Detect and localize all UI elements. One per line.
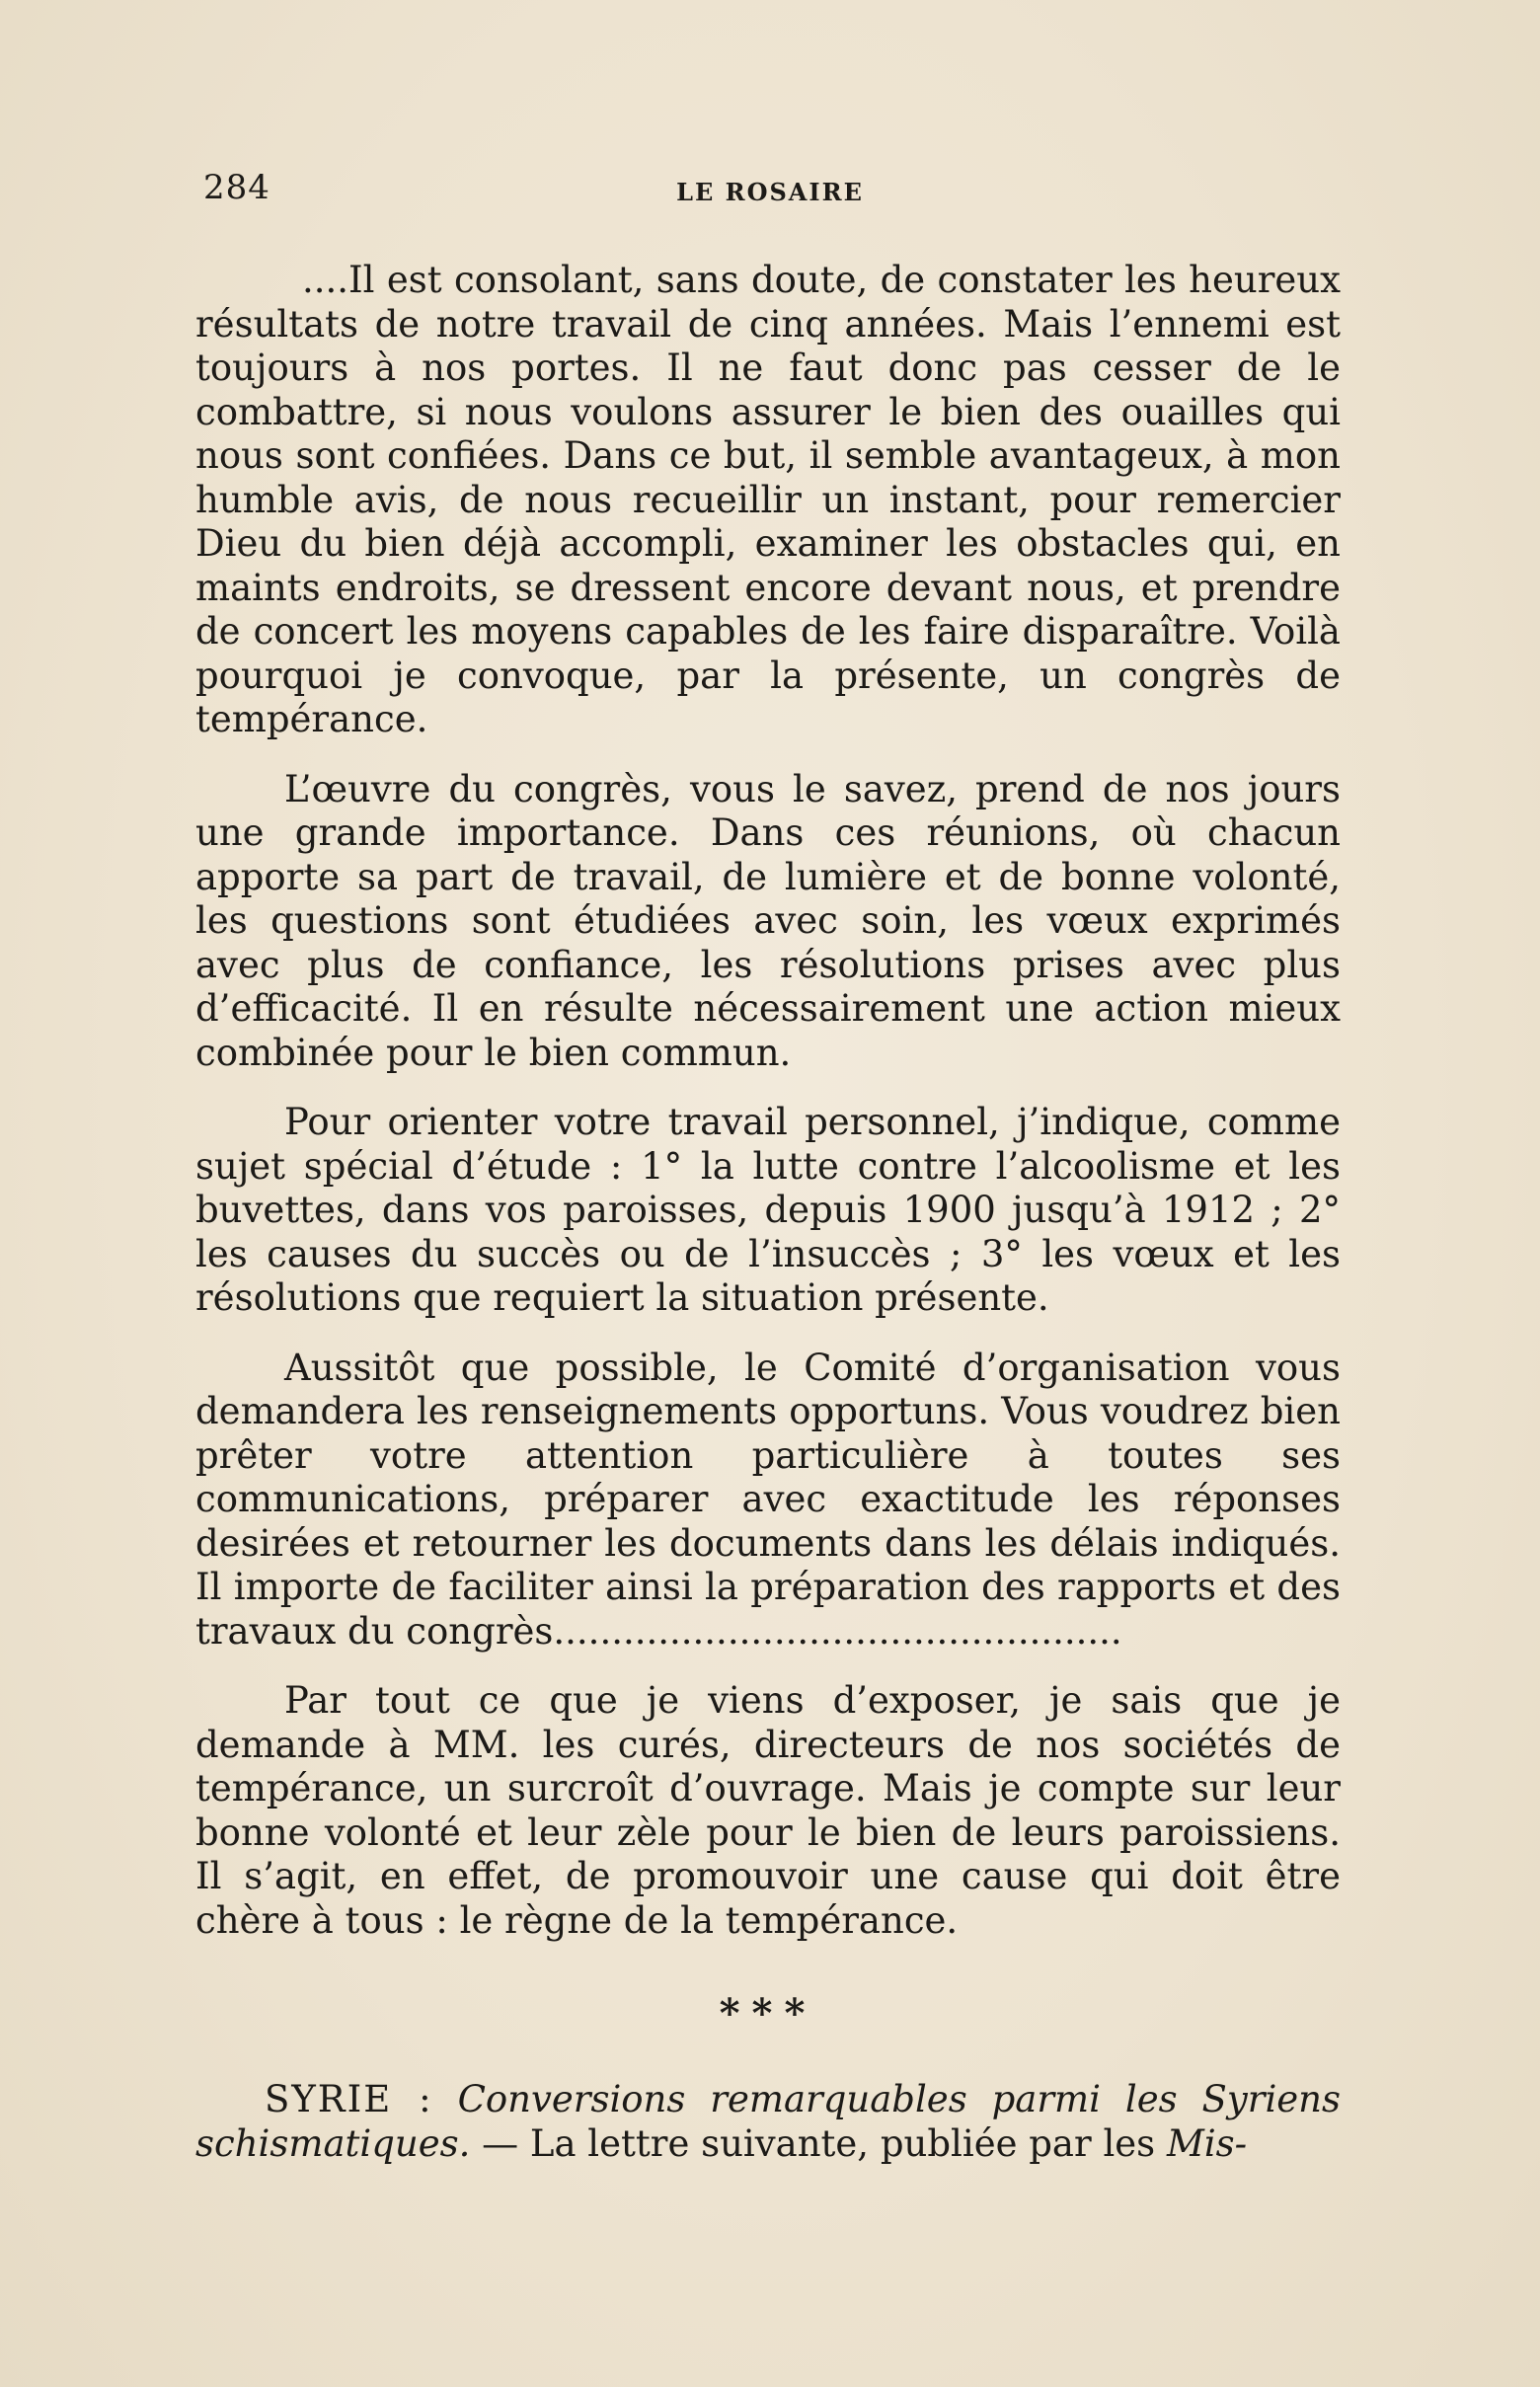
paragraph-3: Pour orienter votre travail personnel, j’indique, comme sujet spécial d’étude : 1° la lutte contre l’alcoolisme et les buvettes, dans vos paroisses, depuis 1900 jusqu’à 1912 ; 2° les causes du succès ou de l’insuccès ; 3° les vœux et les résolutions que requiert la situation présente. — [195, 1101, 1341, 1319]
asterism-divider: *** — [719, 1990, 817, 2037]
syrie-paragraph — [195, 2078, 1341, 2166]
paragraph-1: ....Il est consolant, sans doute, de constater les heureux résultats de notre travail de cinq années. Mais l’ennemi est toujours à nos portes. Il ne faut donc pas cesser de le combattre, si nous voulons assurer le bien des ouailles qui nous sont confiées. Dans ce but, il semble avantageux, à mon humble avis, de nous recueillir un instant, pour remercier Dieu du bien déjà accompli, examiner les obstacles qui, en maints endroits, se dressent encore devant nous, et prendre de concert les moyens capables de les faire disparaître. Voilà pourquoi je convoque, par la présente, un congrès de tempérance. — [195, 259, 1341, 740]
paragraph-5: Par tout ce que je viens d’exposer, je sais que je demande à MM. les curés, directeurs de nos sociétés de tempérance, un surcroît d’ouvrage. Mais je compte sur leur bonne volonté et leur zèle pour le bien de leurs paroissiens. Il s’agit, en effet, de promouvoir une cause qui doit être chère à tous : le règne de la tempérance. — [195, 1679, 1341, 1942]
syrie-title: Conversions remarquables parmi les Syriens schismatiques. — [195, 2078, 1341, 2165]
page-number: 284 — [203, 168, 270, 207]
syrie-italic-end: Mis- — [1166, 2121, 1248, 2165]
syrie-text: — La lettre suivante, publiée par les — [470, 2121, 1167, 2165]
paragraph-4: Aussitôt que possible, le Comité d’organisation vous demandera les renseignements opportuns. Vous voudrez bien prêter votre attention particulière à toutes ses communications, préparer avec exactitude les réponses desirées et retourner les documents dans les délais indiqués. Il importe de faciliter ainsi la préparation des rapports et des travaux du congrès................................................. — [195, 1346, 1341, 1653]
syrie-label: SYRIE : — [265, 2078, 433, 2120]
running-title: LE ROSAIRE — [676, 178, 864, 206]
page-body — [195, 259, 1341, 2192]
page-header — [197, 168, 1343, 227]
paragraph-2: L’œuvre du congrès, vous le savez, prend de nos jours une grande importance. Dans ces réunions, où chacun apporte sa part de travail, de lumière et de bonne volonté, les questions sont étudiées avec soin, les vœux exprimés avec plus de confiance, les résolutions prises avec plus d’efficacité. Il en résulte nécessairement une action mieux combinée pour le bien commun. — [195, 767, 1341, 1074]
